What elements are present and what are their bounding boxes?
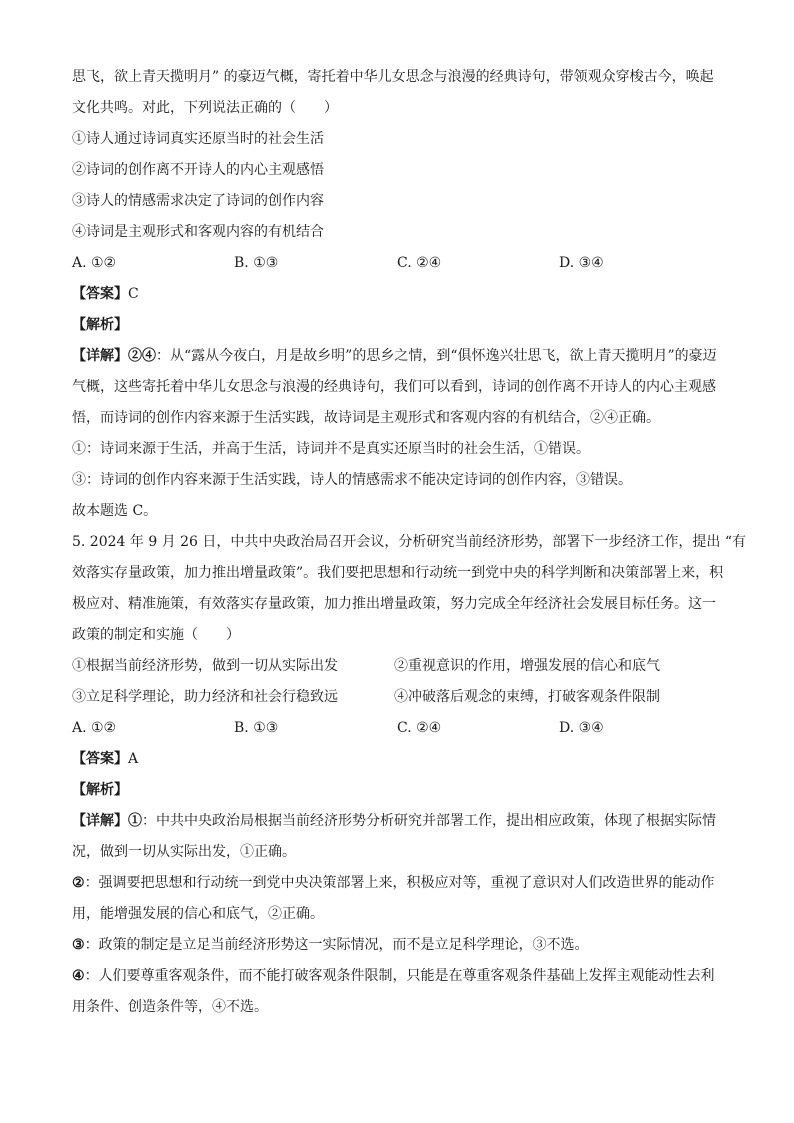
q5-options: [72, 713, 724, 744]
q5-item-1: ①根据当前经济形势，做到一切从实际出发: [72, 658, 338, 674]
q5-detail-2-text: ：强调要把思想和行动统一到党中央决策部署上来，积极应对等，重视了意识对人们改造世界的能动作: [84, 875, 715, 891]
q4-conclusion: 故本题选 C。: [72, 503, 158, 519]
q4-option-d: D. ③④: [559, 255, 604, 271]
q5-option-a: A. ①②: [72, 720, 117, 736]
document-page: [72, 62, 747, 1023]
q4-item-4: ④诗词是主观形式和客观内容的有机结合: [72, 224, 324, 240]
q4-answer-label: 【答案】: [72, 286, 128, 302]
q4-detail-line-2: 气概，这些寄托着中华儿女思念与浪漫的经典诗句，我们可以看到，诗词的创作离不开诗人的内心主观感: [72, 379, 716, 395]
q4-analysis-label: 【解析】: [72, 317, 128, 333]
q5-items-row-1: [72, 651, 724, 682]
q4-option-c: C. ②④: [397, 255, 442, 271]
q4-detail-line-1: [72, 341, 724, 372]
q4-options: [72, 248, 724, 279]
q4-answer: [72, 279, 724, 310]
q4-detail-line-3: 悟，而诗词的创作内容来源于生活实践，故诗词是主观形式和客观内容的有机结合，②④正确。: [72, 410, 660, 426]
q4-item-1: ①诗人通过诗词真实还原当时的社会生活: [72, 131, 324, 147]
q5-detail-3: [72, 930, 724, 961]
q5-detail-3-text: ：政策的制定是立足当前经济形势这一实际情况，而不是立足科学理论，③不选。: [84, 937, 589, 953]
q5-item-2: ②重视意识的作用，增强发展的信心和底气: [394, 658, 660, 674]
q5-detail-label: 【详解】: [72, 813, 128, 829]
q5-detail-4-line-1: [72, 961, 724, 992]
q5-answer: [72, 744, 724, 775]
q4-detail-label: 【详解】: [72, 348, 128, 364]
q5-stem-line-2: 效落实存量政策，加力推出增量政策”。我们要把思想和行动统一到党中央的科学判断和决策部署上来，积: [72, 565, 724, 581]
q5-option-c: C. ②④: [397, 720, 442, 736]
q4-note-1: ①：诗词来源于生活，并高于生活，诗词并不是真实还原当时的社会生活，①错误。: [72, 441, 590, 457]
q5-analysis-label: 【解析】: [72, 782, 128, 798]
q5-detail-1-line-2: 况，做到一切从实际出发，①正确。: [72, 844, 296, 860]
q4-note-3: ③：诗词的创作内容来源于生活实践，诗人的情感需求不能决定诗词的创作内容，③错误。: [72, 472, 632, 488]
q5-item-3: ③立足科学理论，助力经济和社会行稳致远: [72, 689, 338, 705]
q5-detail-1-text: ：中共中央政治局根据当前经济形势分析研究并部署工作，提出相应政策，体现了根据实际情: [142, 813, 716, 829]
q5-stem-line-4: 政策的制定和实施（ ）: [72, 627, 240, 643]
q5-detail-2-mark: ②: [72, 875, 85, 891]
q5-detail-2-line-2: 用，能增强发展的信心和底气，②正确。: [72, 906, 324, 922]
q5-option-b: B. ①③: [234, 720, 279, 736]
q5-detail-4-mark: ④: [72, 968, 85, 984]
q5-detail-1-line-1: [72, 806, 724, 837]
q4-item-2: ②诗词的创作离不开诗人的内心主观感悟: [72, 162, 324, 178]
q5-detail-4-text: ：人们要尊重客观条件，而不能打破客观条件限制，只能是在尊重客观条件基础上发挥主观能动性去利: [84, 968, 715, 984]
q4-option-b: B. ①③: [234, 255, 279, 271]
q5-stem-line-3: 极应对、精准施策，有效落实存量政策，加力推出增量政策，努力完成全年经济社会发展目标任务。这一: [72, 596, 716, 612]
q4-option-a: A. ①②: [72, 255, 117, 271]
q5-answer-value: A: [128, 751, 139, 767]
q4-answer-value: C: [128, 286, 139, 302]
q4-detail-text-1: ：从“露从今夜白，月是故乡明”的思乡之情，到“俱怀逸兴壮思飞，欲上青天揽明月”的豪迈: [156, 348, 717, 364]
q4-detail-marks: ②④: [128, 348, 156, 364]
q4-stem-line-1: 思飞，欲上青天揽明月” 的豪迈气概，寄托着中华儿女思念与浪漫的经典诗句，带领观众穿梭古今，唤起: [72, 69, 714, 85]
q5-items-row-2: [72, 682, 724, 713]
q5-item-4: ④冲破落后观念的束缚，打破客观条件限制: [394, 689, 660, 705]
q5-option-d: D. ③④: [559, 720, 604, 736]
q5-detail-3-mark: ③: [72, 937, 85, 953]
q4-stem-line-2: 文化共鸣。对此，下列说法正确的（ ）: [72, 100, 338, 116]
q5-detail-1-mark: ①: [128, 813, 142, 829]
q5-answer-label: 【答案】: [72, 751, 128, 767]
q4-item-3: ③诗人的情感需求决定了诗词的创作内容: [72, 193, 324, 209]
q5-detail-4-line-2: 用条件、创造条件等，④不选。: [72, 999, 268, 1015]
q5-detail-2-line-1: [72, 868, 724, 899]
q5-stem-line-1: 5. 2024 年 9 月 26 日，中共中央政治局召开会议，分析研究当前经济形势，部署下一步经济工作，提出 “有: [72, 534, 747, 550]
